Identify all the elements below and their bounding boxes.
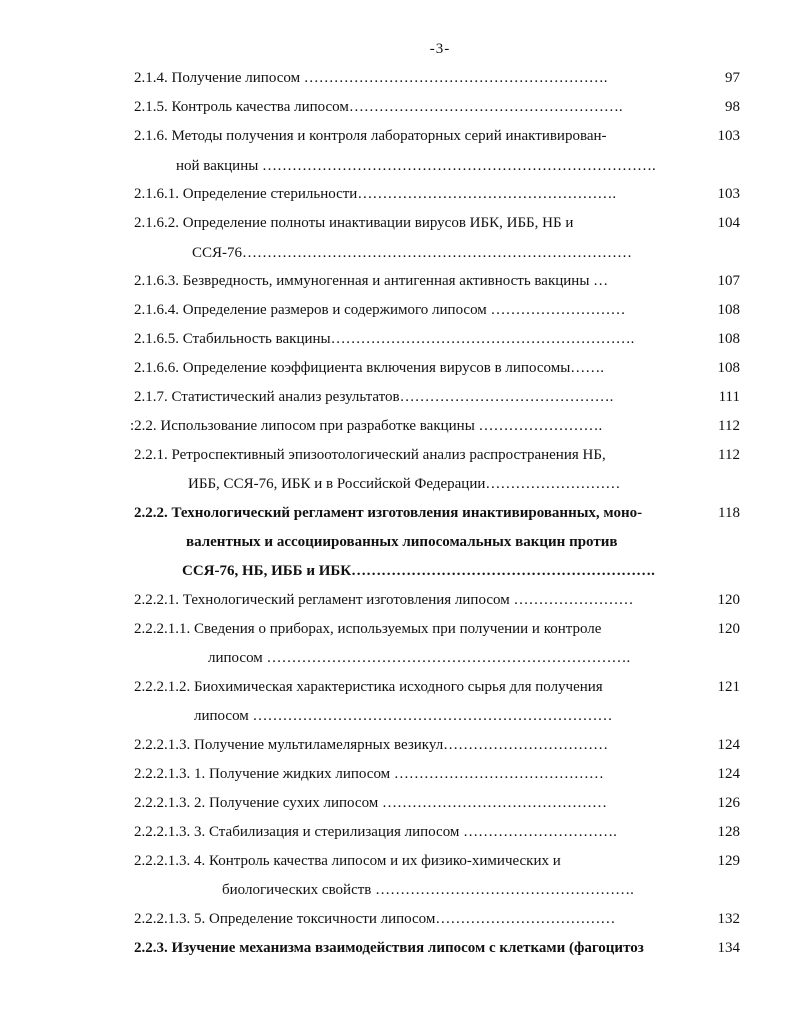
toc-page-2-2-2: 118 bbox=[718, 505, 740, 521]
toc-entry-2-1-6-2: 2.1.6.2. Определение полноты инактивации вирусов ИБК, ИББ, НБ и bbox=[134, 215, 574, 231]
toc-entry-2-1-6-6: 2.1.6.6. Определение коэффициента включения вирусов в липосомы……. bbox=[134, 360, 605, 376]
toc-page-2-2: 112 bbox=[718, 418, 740, 434]
toc-page-2-1-6-5: 108 bbox=[717, 331, 740, 347]
toc-entry-2-1-6-1: 2.1.6.1. Определение стерильности……………………………………………. bbox=[134, 186, 617, 202]
toc-entry-2-2-1: 2.2.1. Ретроспективный эпизоотологический анализ распространения НБ, bbox=[134, 447, 606, 463]
toc-entry-2-2: :2.2. Использование липосом при разработке вакцины ……………………. bbox=[130, 418, 603, 434]
toc-page-2-1-4: 97 bbox=[725, 70, 740, 86]
toc-entry-2-1-6: 2.1.6. Методы получения и контроля лабораторных серий инактивирован- bbox=[134, 128, 607, 144]
toc-page-2-1-5: 98 bbox=[725, 99, 740, 115]
toc-page-2-2-1: 112 bbox=[718, 447, 740, 463]
toc-page-2-1-6-1: 103 bbox=[717, 186, 740, 202]
toc-entry-2-1-6-cont: ной вакцины ……………………………………………………………………. bbox=[176, 158, 656, 174]
toc-page-2-2-2-1-3-3: 128 bbox=[717, 824, 740, 840]
toc-entry-2-1-7: 2.1.7. Статистический анализ результатов……………………………………. bbox=[134, 389, 614, 405]
toc-entry-2-2-2-1-1: 2.2.2.1.1. Сведения о приборах, используемых при получении и контроле bbox=[134, 621, 602, 637]
toc-entry-2-2-3: 2.2.3. Изучение механизма взаимодействия липосом с клетками (фагоцитоз bbox=[134, 940, 644, 956]
toc-entry-2-2-2-1-3-2: 2.2.2.1.3. 2. Получение сухих липосом ……………………………………… bbox=[134, 795, 608, 811]
toc-page-2-2-2-1-3-4: 129 bbox=[717, 853, 740, 869]
toc-entry-2-2-2-cont-2: ССЯ-76, НБ, ИББ и ИБК……………………………………………………. bbox=[182, 563, 655, 579]
toc-page-2-1-7: 111 bbox=[718, 389, 740, 405]
toc-entry-2-1-6-3: 2.1.6.3. Безвредность, иммуногенная и антигенная активность вакцины … bbox=[134, 273, 609, 289]
toc-entry-2-2-1-cont: ИББ, ССЯ-76, ИБК и в Российской Федерации……………………… bbox=[188, 476, 621, 492]
toc-page-2-1-6-2: 104 bbox=[717, 215, 740, 231]
toc-entry-2-1-6-4: 2.1.6.4. Определение размеров и содержимого липосом ……………………… bbox=[134, 302, 626, 318]
toc-page-2-1-6-3: 107 bbox=[717, 273, 740, 289]
toc-entry-2-2-2-1-3-4-cont: биологических свойств ……………………………………………. bbox=[222, 882, 634, 898]
toc-entry-2-2-2-1-3-3: 2.2.2.1.3. 3. Стабилизация и стерилизация липосом …………………………. bbox=[134, 824, 617, 840]
toc-entry-2-2-2-1-2: 2.2.2.1.2. Биохимическая характеристика исходного сырья для получения bbox=[134, 679, 603, 695]
toc-entry-2-2-2-1-1-cont: липосом ………………………………………………………………. bbox=[208, 650, 631, 666]
toc-entry-2-1-5: 2.1.5. Контроль качества липосом………………………………………………. bbox=[134, 99, 623, 115]
toc-page-2-1-6-4: 108 bbox=[717, 302, 740, 318]
toc-entry-2-2-2-1-3-5: 2.2.2.1.3. 5. Определение токсичности липосом……………………………… bbox=[134, 911, 616, 927]
toc-page-2-2-2-1-3-2: 126 bbox=[717, 795, 740, 811]
toc-entry-2-2-2-1-3: 2.2.2.1.3. Получение мультиламелярных везикул…………………………… bbox=[134, 737, 609, 753]
toc-entry-2-2-2: 2.2.2. Технологический регламент изготовления инактивированных, моно- bbox=[134, 505, 643, 521]
toc-page-2-1-6: 103 bbox=[717, 128, 740, 144]
toc-page-2-2-2-1: 120 bbox=[717, 592, 740, 608]
toc-page-2-2-2-1-2: 121 bbox=[717, 679, 740, 695]
toc-entry-2-1-4: 2.1.4. Получение липосом ……………………………………………………. bbox=[134, 70, 608, 86]
toc-entry-2-2-2-1-2-cont: липосом ……………………………………………………………… bbox=[194, 708, 613, 724]
toc-entry-2-1-6-2-cont: ССЯ-76…………………………………………………………………… bbox=[192, 245, 633, 261]
toc-entry-2-2-2-1: 2.2.2.1. Технологический регламент изготовления липосом …………………… bbox=[134, 592, 634, 608]
toc-page-2-2-2-1-3-5: 132 bbox=[717, 911, 740, 927]
toc-entry-2-2-2-cont: валентных и ассоциированных липосомальных вакцин против bbox=[186, 534, 618, 550]
toc-entry-2-2-2-1-3-4: 2.2.2.1.3. 4. Контроль качества липосом и их физико-химических и bbox=[134, 853, 561, 869]
toc-entry-2-1-6-5: 2.1.6.5. Стабильность вакцины……………………………………………………. bbox=[134, 331, 635, 347]
toc-entry-2-2-2-1-3-1: 2.2.2.1.3. 1. Получение жидких липосом …………………………………… bbox=[134, 766, 604, 782]
page-number: -3- bbox=[429, 41, 451, 57]
toc-page-2-2-2-1-3-1: 124 bbox=[717, 766, 740, 782]
toc-page-2-2-3: 134 bbox=[717, 940, 740, 956]
toc-page-2-1-6-6: 108 bbox=[717, 360, 740, 376]
toc-page-2-2-2-1-1: 120 bbox=[717, 621, 740, 637]
toc-page-2-2-2-1-3: 124 bbox=[717, 737, 740, 753]
